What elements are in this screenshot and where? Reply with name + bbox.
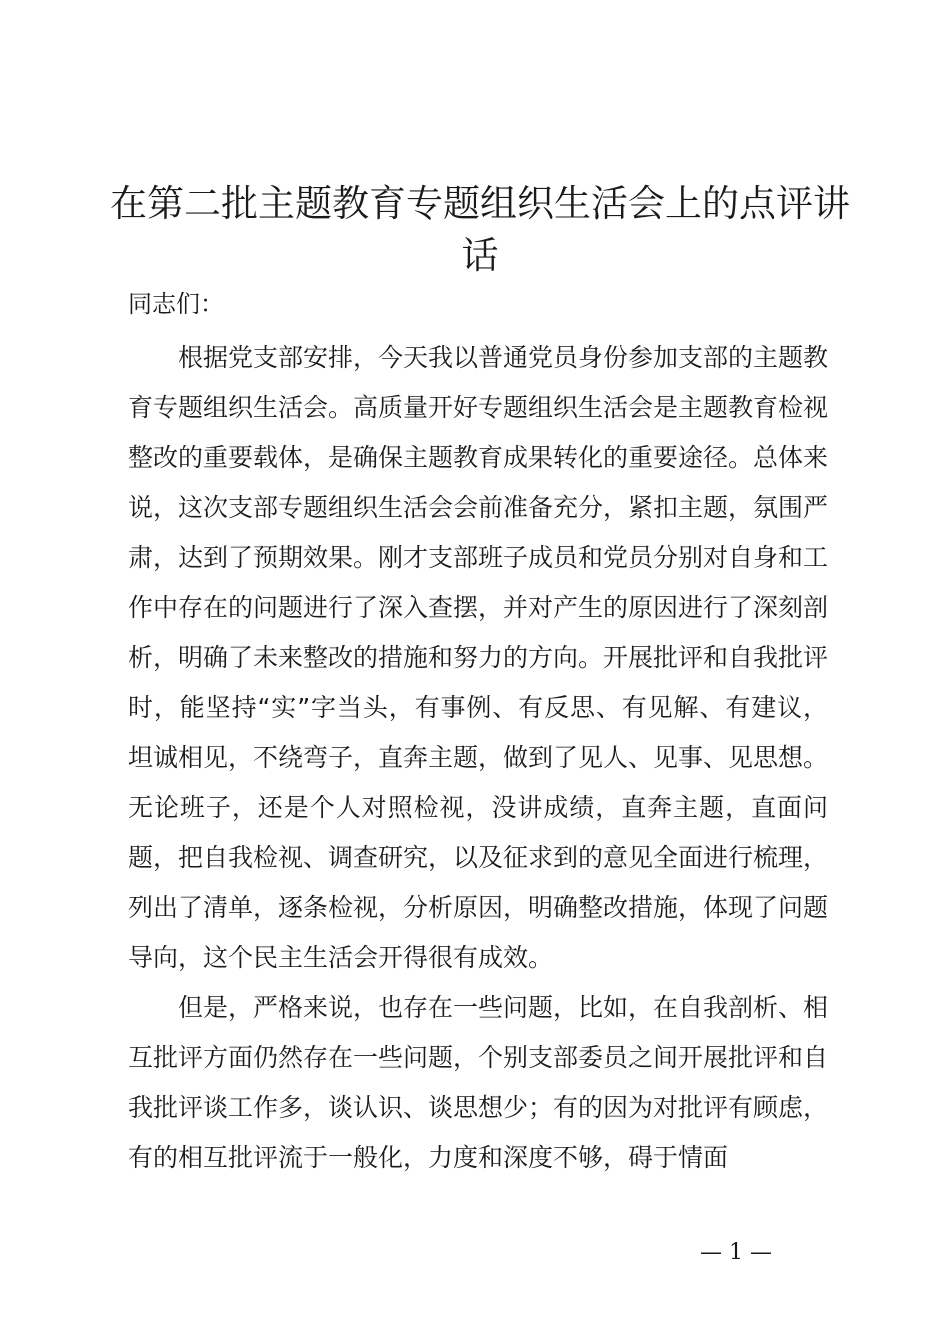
page-number: — 1 — xyxy=(700,1240,772,1265)
document-body xyxy=(128,333,828,1183)
document-title: 在第二批主题教育专题组织生活会上的点评讲话 xyxy=(110,182,850,277)
paragraph-1: 根据党支部安排，今天我以普通党员身份参加支部的主题教育专题组织生活会。高质量开好专题组织生活会是主题教育检视整改的重要载体，是确保主题教育成果转化的重要途径。总体来说，这次支部专题组织生活会会前准备充分，紧扣主题，氛围严肃，达到了预期效果。刚才支部班子成员和党员分别对自身和工作中存在的问题进行了深入查摆，并对产生的原因进行了深刻剖析，明确了未来整改的措施和努力的方向。开展批评和自我批评时，能坚持“实”字当头，有事例、有反思、有见解、有建议，坦诚相见，不绕弯子，直奔主题，做到了见人、见事、见思想。无论班子，还是个人对照检视，没讲成绩，直奔主题，直面问题，把自我检视、调查研究，以及征求到的意见全面进行梳理，列出了清单，逐条检视，分析原因，明确整改措施，体现了问题导向，这个民主生活会开得很有成效。 xyxy=(128,343,829,972)
paragraph-2: 但是，严格来说，也存在一些问题，比如，在自我剖析、相互批评方面仍然存在一些问题，个别支部委员之间开展批评和自我批评谈工作多，谈认识、谈思想少；有的因为对批评有顾虑，有的相互批评流于一般化，力度和深度不够，碍于情面 xyxy=(128,993,829,1172)
salutation: 同志们： xyxy=(128,290,224,318)
